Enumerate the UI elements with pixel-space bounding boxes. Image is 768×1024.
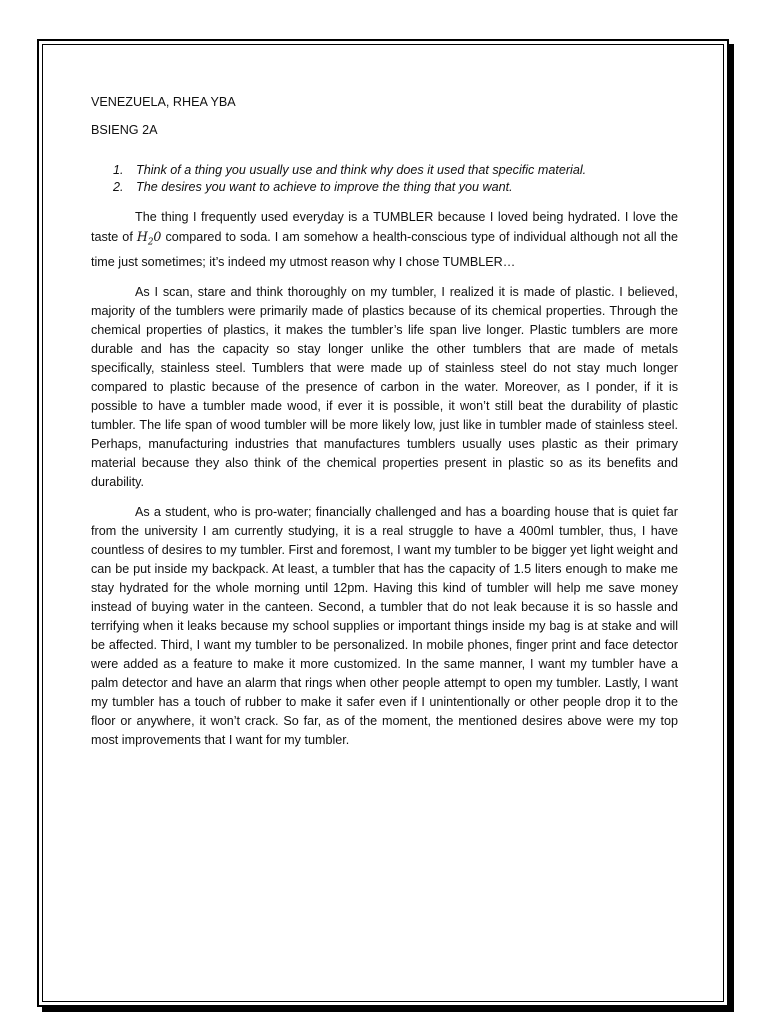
paragraph-intro [91, 208, 678, 272]
question-number: 1. [113, 163, 124, 177]
question-item [91, 162, 678, 179]
h2o-symbol: H [136, 229, 148, 244]
question-text: The desires you want to achieve to improve the thing that you want. [136, 180, 513, 194]
student-name: VENEZUELA, RHEA YBA [91, 95, 236, 109]
question-text: Think of a thing you usually use and think why does it used that specific material. [136, 163, 587, 177]
course-section: BSIENG 2A [91, 123, 158, 137]
paragraph-intro-start: The thing I frequently used everyday is a TUMBLER because I loved being hydrated. I love the taste of [91, 210, 678, 244]
h2o-subscript: 2 [147, 237, 154, 248]
paragraph-intro-end: compared to soda. I am somehow a health-conscious type of individual although not all the time just sometimes; it’s indeed my utmost reason why I chose TUMBLER… [91, 230, 679, 269]
question-item [91, 179, 678, 196]
paragraph-desires: As a student, who is pro-water; financially challenged and has a boarding house that is quiet far from the university I am currently studying, it is a real struggle to have a 400ml tumbler, thus, I have countless of desires to my tumbler. First and foremost, I want my tumbler to be bigger yet light weight and can be put inside my backpack. At least, a tumbler that has the capacity of 1.5 liters enough to make me stay hydrated for the whole morning until 12pm. Having this kind of tumbler will help me save money instead of buying water in the canteen. Second, a tumbler that do not leak because it is so hassle and terrifying when it leaks because my school supplies or important things inside my bag is at stake and will be affected. Third, I want my tumbler to be personalized. In mobile phones, finger print and face detector were added as a feature to make it more customized. In the same manner, I want my tumbler have a palm detector and have an alarm that rings when other people attempt to open my tumbler. Lastly, I want my tumbler has a touch of rubber to make it safer even if I unintentionally or other people drop it to the floor or anywhere, it won’t crack. So far, as of the moment, the mentioned desires above were my top most improvements that I want for my tumbler. [91, 504, 678, 747]
paragraph-material: As I scan, stare and think thoroughly on my tumbler, I realized it is made of plastic. I believed, majority of the tumblers were primarily made of plastics because of its chemical properties. Through the chemical properties of plastics, it makes the tumbler’s life span live longer. Plastic tumblers are more durable and has the capacity so stay longer unlike the other tumblers that are made of metals specifically, stainless steel. Tumblers that were made up of stainless steel do not stay much longer compared to plastic because of the presence of carbon in the water. Moreover, as I ponder, if it is possible to have a tumbler made wood, if ever it is possible, it won’t still beat the durability of plastic tumbler. The life span of wood tumbler will be more likely low, just like in tumbler made of stainless steel. Perhaps, manufacturing industries that manufactures tumblers usually uses plastic as their primary material because they also think of the chemical properties present in plastic so as its benefits and durability. [91, 284, 678, 489]
h2o-end: 0 [153, 229, 162, 244]
question-number: 2. [113, 180, 124, 194]
question-list [91, 162, 678, 196]
document-body [91, 94, 678, 761]
h2o-formula [136, 229, 162, 248]
